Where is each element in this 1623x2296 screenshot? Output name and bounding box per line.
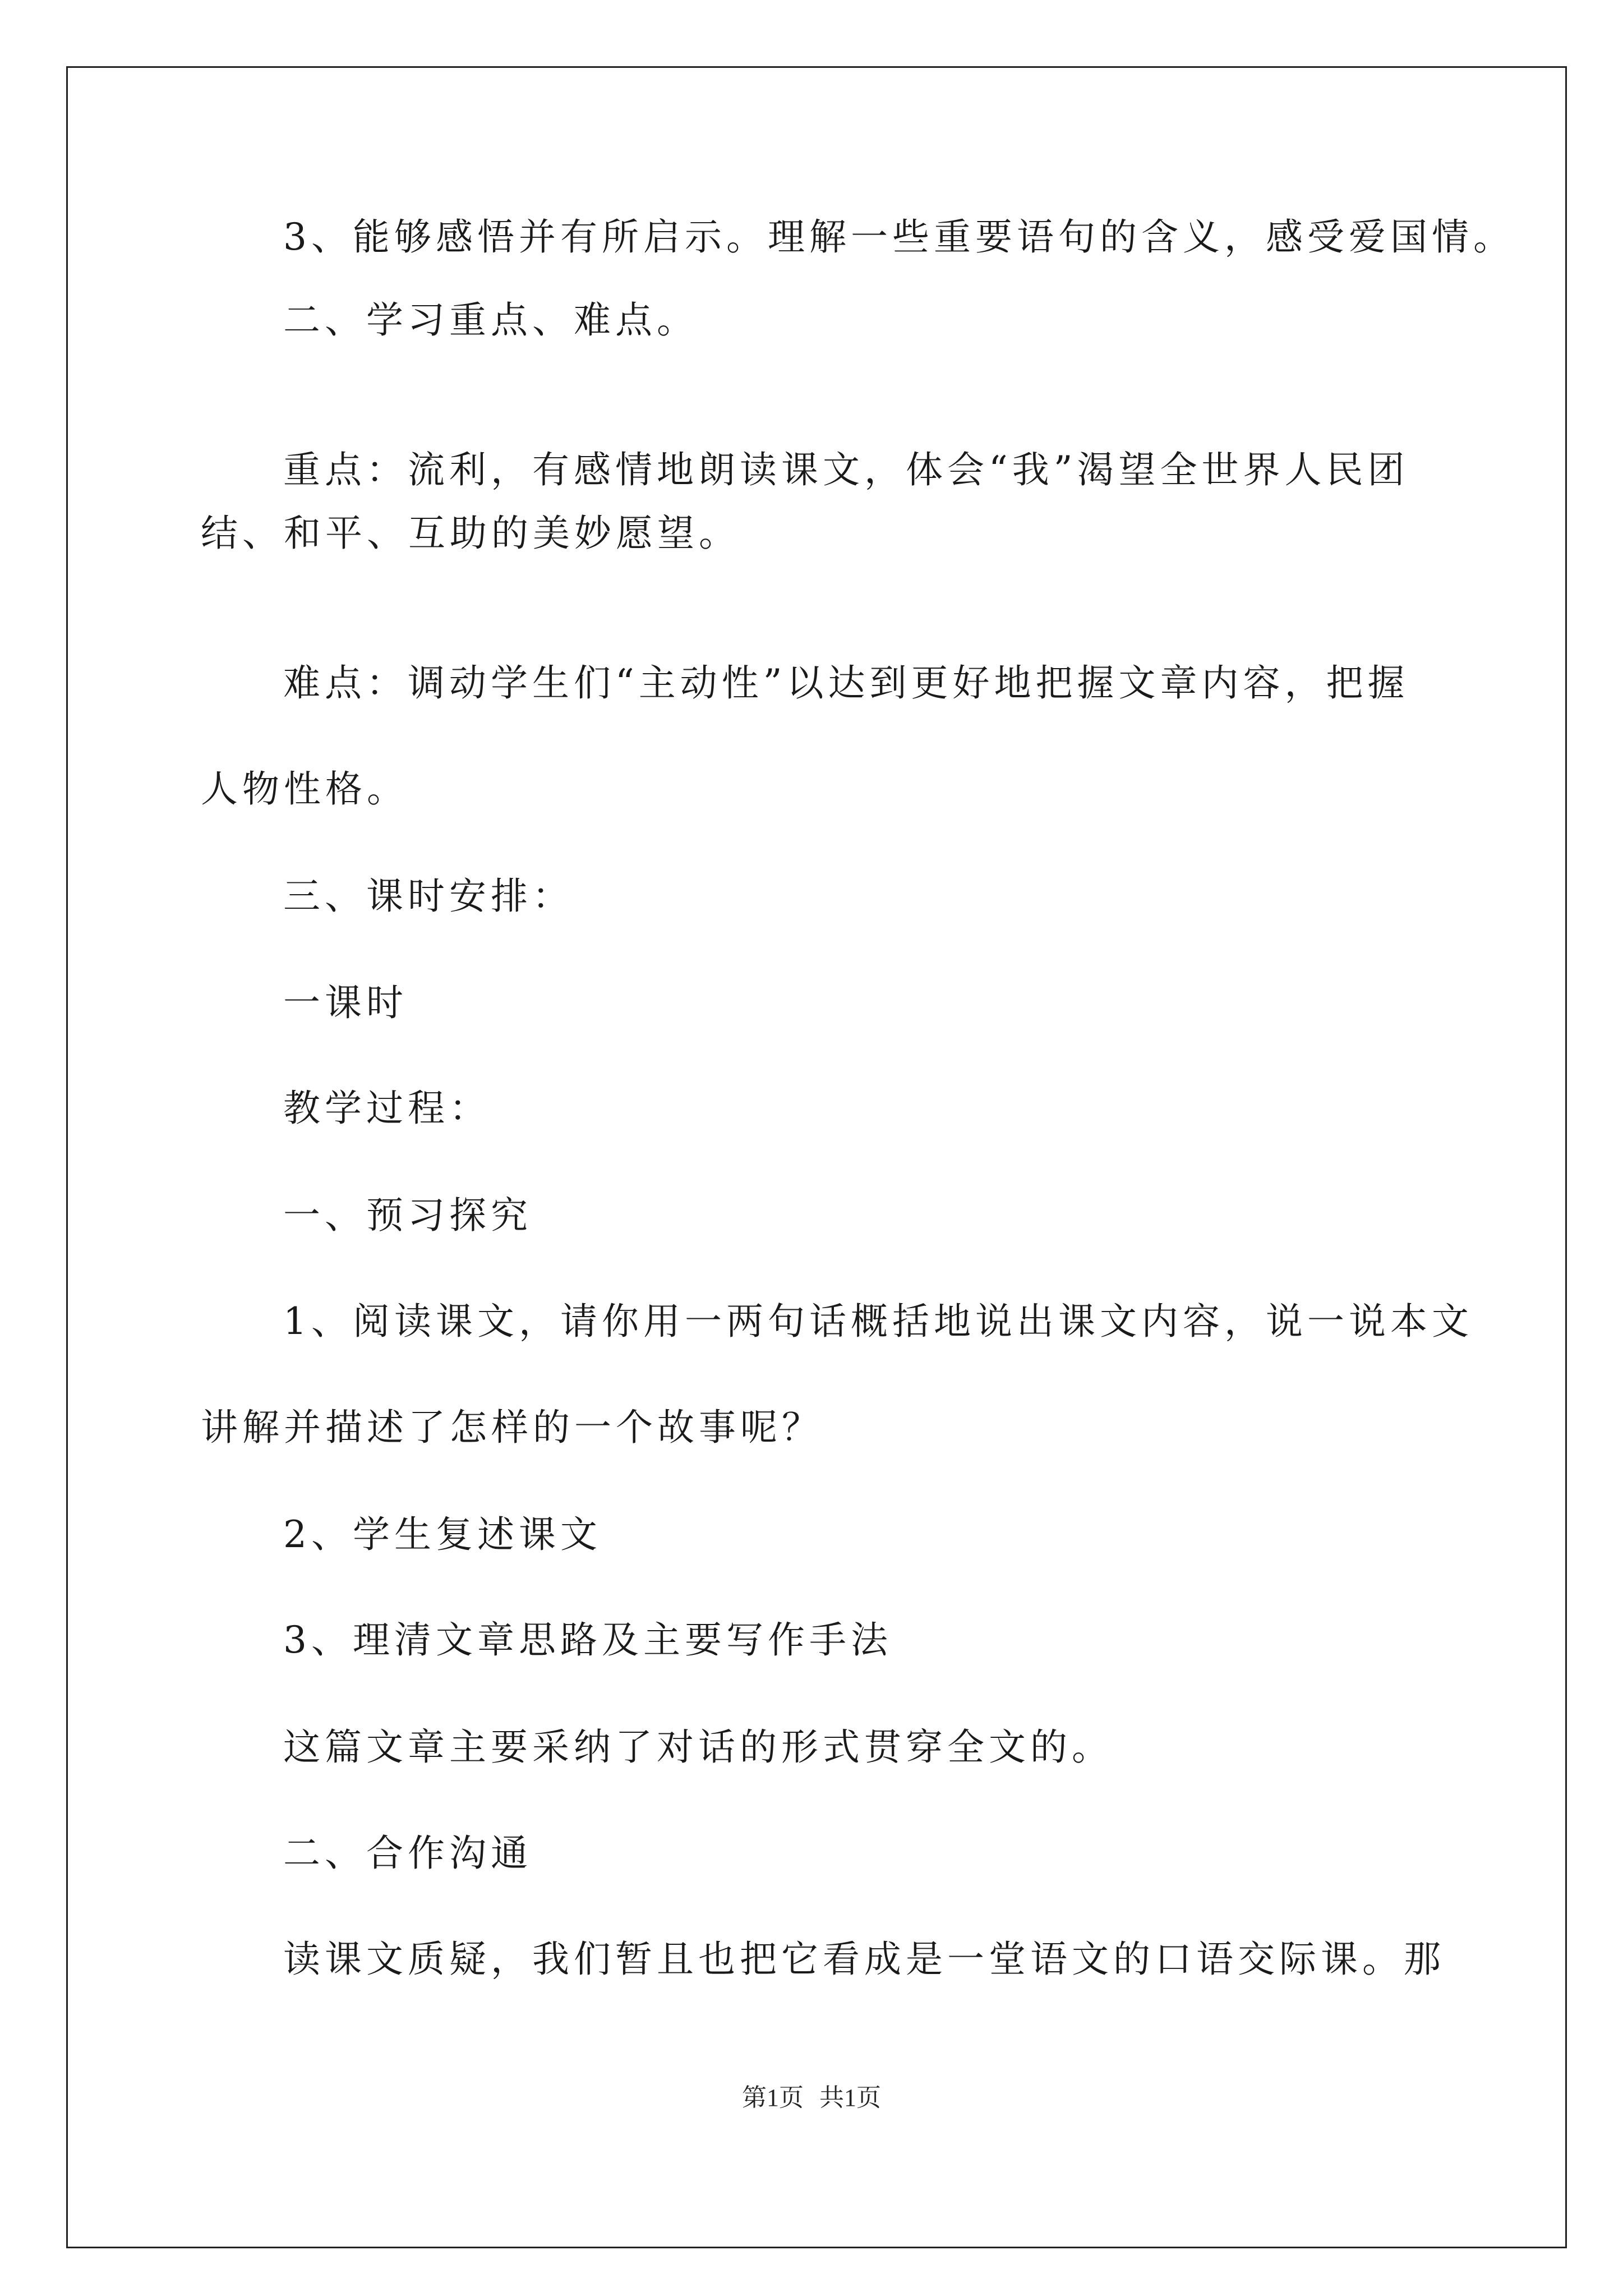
paragraph-line: 重点：流利，有感情地朗读课文，体会“我”渴望全世界人民团: [283, 448, 1409, 491]
paragraph-line: 2、学生复述课文: [283, 1513, 602, 1556]
page-number: 第1页: [742, 2084, 804, 2111]
paragraph-line: 一课时: [283, 981, 408, 1024]
section-heading: 二、学习重点、难点。: [283, 298, 698, 342]
paragraph-line: 讲解并描述了怎样的一个故事呢？: [201, 1406, 823, 1449]
paragraph-line: 人物性格。: [201, 767, 408, 811]
page-border: [66, 66, 1567, 2248]
paragraph-line: 结、和平、互助的美妙愿望。: [201, 512, 740, 555]
section-heading: 教学过程：: [283, 1087, 491, 1130]
paragraph-line: 3、理清文章思路及主要写作手法: [283, 1618, 892, 1662]
section-heading: 三、课时安排：: [283, 875, 574, 918]
paragraph-line: 1、阅读课文，请你用一两句话概括地说出课文内容，说一说本文: [283, 1300, 1473, 1343]
section-heading: 二、合作沟通: [283, 1832, 532, 1875]
paragraph-line: 这篇文章主要采纳了对话的形式贯穿全文的。: [283, 1726, 1113, 1769]
paragraph-line: 3、能够感悟并有所启示。理解一些重要语句的含义，感受爱国情。: [283, 215, 1515, 259]
section-heading: 一、预习探究: [283, 1194, 532, 1237]
paragraph-line: 读课文质疑，我们暂且也把它看成是一堂语文的口语交际课。那: [283, 1938, 1445, 1981]
page-footer: [0, 2086, 1623, 2110]
page-total: 共1页: [819, 2084, 881, 2111]
paragraph-line: 难点：调动学生们“主动性”以达到更好地把握文章内容，把握: [283, 661, 1409, 705]
